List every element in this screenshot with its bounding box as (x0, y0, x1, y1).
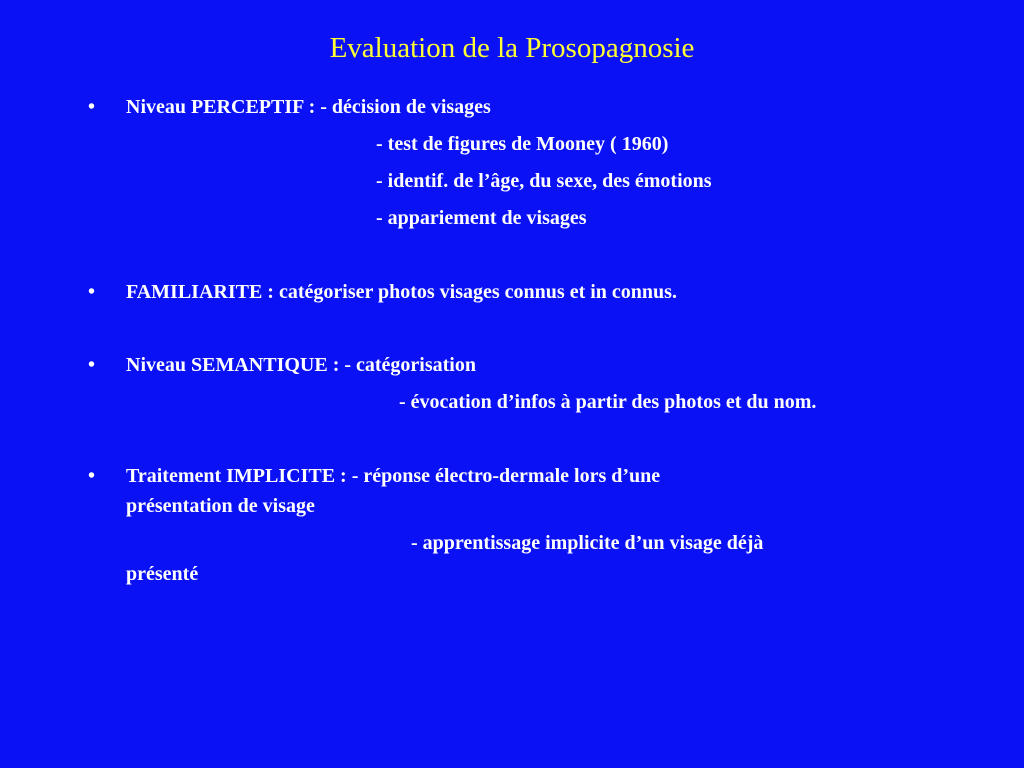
item-implicite-sub-cont: présenté (126, 563, 199, 585)
item-implicite-heading: Traitement IMPLICITE : - réponse électro-dermale lors d’une (126, 465, 661, 487)
item-implicite-sub-1: - apprentissage implicite d’un visage déjà (411, 532, 764, 554)
item-familiarite-heading: FAMILIARITE : catégoriser photos visages connus et in connus. (126, 281, 677, 303)
item-perceptif-sub-2: - identif. de l’âge, du sexe, des émotions (376, 170, 712, 192)
bullet-icon: • (88, 96, 96, 118)
bullet-icon: • (88, 281, 96, 303)
item-perceptif-heading: Niveau PERCEPTIF : - décision de visages (126, 96, 491, 118)
slide-title: Evaluation de la Prosopagnosie (329, 32, 695, 64)
item-implicite-heading-cont: présentation de visage (126, 495, 315, 517)
bullet-icon: • (88, 465, 96, 487)
item-semantique-heading: Niveau SEMANTIQUE : - catégorisation (126, 354, 476, 376)
bullet-icon: • (88, 354, 96, 376)
item-perceptif-sub-1: - test de figures de Mooney ( 1960) (376, 133, 669, 155)
item-semantique-sub-1: - évocation d’infos à partir des photos et du nom. (399, 391, 817, 413)
item-perceptif-sub-3: - appariement de visages (376, 207, 587, 229)
